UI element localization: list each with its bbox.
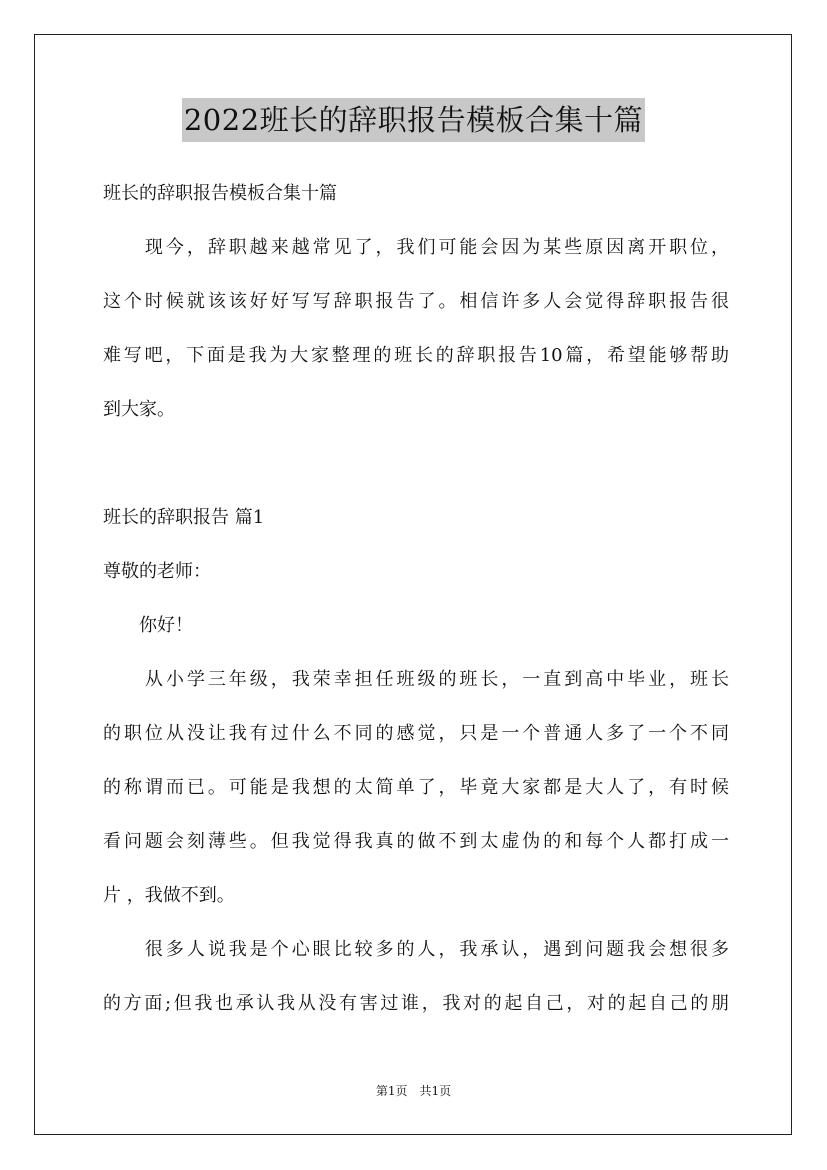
paragraph-line: 的称谓而已。可能是我想的太简单了，毕竟大家都是大人了，有时候 [103,777,729,798]
document-subtitle: 班长的辞职报告模板合集十篇 [103,183,337,204]
paragraph-line: 看问题会刻薄些。但我觉得我真的做不到太虚伪的和每个人都打成一 [103,831,729,852]
paragraph-line: 的方面;但我也承认我从没有害过谁，我对的起自己，对的起自己的朋 [103,993,729,1014]
intro-line: 这个时候就该该好好写写辞职报告了。相信许多人会觉得辞职报告很 [103,291,729,312]
section-heading: 班长的辞职报告 篇1 [103,507,265,528]
intro-line: 到大家。 [103,399,175,420]
salutation: 尊敬的老师： [103,561,211,582]
document-title: 2022班长的辞职报告模板合集十篇 [182,98,645,142]
intro-line: 现今，辞职越来越常见了，我们可能会因为某些原因离开职位， [103,237,729,258]
paragraph-line: 从小学三年级，我荣幸担任班级的班长，一直到高中毕业，班长 [103,669,729,690]
greeting: 你好！ [103,615,193,636]
page-number-footer: 第1页 共1页 [375,1084,452,1098]
paragraph-line: 片 ，我做不到。 [103,885,235,906]
title-block [0,98,827,142]
paragraph-line: 的职位从没让我有过什么不同的感觉，只是一个普通人多了一个不同 [103,723,729,744]
intro-line: 难写吧，下面是我为大家整理的班长的辞职报告10篇，希望能够帮助 [103,345,729,366]
paragraph-line: 很多人说我是个心眼比较多的人，我承认，遇到问题我会想很多 [103,939,729,960]
